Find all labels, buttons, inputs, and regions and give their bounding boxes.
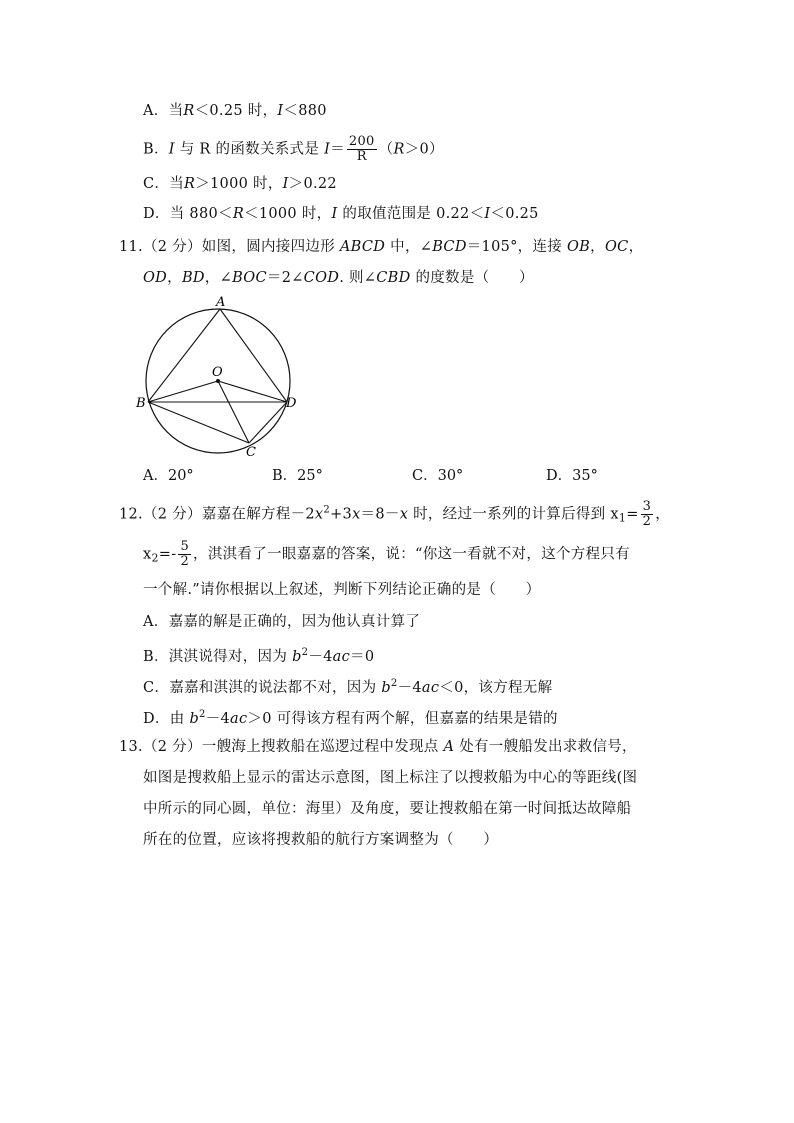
subscript: 1 [618, 511, 627, 525]
q11-stem-line1 [119, 237, 643, 257]
exponent: 2 [301, 647, 309, 658]
label-b: B [136, 396, 146, 411]
quad-abcd: ABCD [339, 239, 386, 255]
var-b: b [381, 680, 391, 696]
option-text: ＝ [330, 141, 345, 158]
stem-text: 中，∠ [385, 239, 433, 255]
denominator: 2 [180, 554, 190, 569]
option-label: B． [143, 141, 169, 158]
q11-option-d: D．35° [546, 468, 598, 484]
var-i: I [324, 141, 331, 158]
var-ac: ac [332, 649, 351, 665]
var-x: x [352, 506, 361, 523]
stem-text: ， [655, 506, 671, 523]
q10-option-d [143, 204, 539, 224]
q11-stem-line2 [143, 268, 534, 288]
seg-cd [249, 402, 287, 443]
option-text: ＜0.25 时， [194, 103, 278, 119]
option-text: －4 [205, 711, 231, 727]
q10-option-a [143, 101, 327, 121]
var-r: R [184, 176, 196, 192]
var-i: I [168, 141, 175, 158]
option-text: ＜0.25 [490, 206, 539, 222]
option-text: D．由 [143, 711, 190, 727]
option-text: 的取值范围是 0.22＜ [337, 206, 485, 222]
var-x: x [314, 506, 324, 523]
subscript: 2 [151, 551, 159, 565]
q13-stem-line4: 所在的位置，应该将搜救船的航行方案调整为（ ） [143, 832, 499, 848]
option-text: ＞0 可得该方程有两个解，但嘉嘉的结果是错的 [247, 711, 558, 727]
fraction-x1 [641, 500, 654, 529]
stem-text: = [626, 506, 639, 523]
seg-ab [148, 309, 220, 402]
var-r: R [183, 103, 195, 119]
stem-text: ＝105°，连接 [466, 239, 567, 255]
var-ac: ac [230, 711, 248, 727]
angle-bcd: BCD [432, 239, 467, 255]
numerator: 3 [642, 499, 652, 514]
var-i: I [277, 103, 284, 119]
var-i: I [331, 206, 338, 222]
seg-od: OD [143, 270, 168, 286]
stem-text: ，淇淇看了一眼嘉嘉的答案，说：“你这一看就不对，这个方程只有 [193, 546, 630, 563]
option-label: D．当 880＜ [143, 206, 233, 222]
option-text: 与 R 的函数关系式是 [174, 141, 325, 158]
numerator: 200 [348, 134, 375, 149]
option-text: －4 [308, 649, 333, 665]
q12-stem-line1 [119, 500, 670, 529]
q12-stem-line2 [143, 540, 630, 569]
q10-option-c [143, 174, 337, 194]
q13-stem-line2: 如图是搜救船上显示的雷达示意图，图上标注了以搜救船为中心的等距线(图 [143, 770, 638, 786]
stem-text: . 则∠ [339, 270, 377, 286]
q11-option-a: A．20° [143, 468, 194, 484]
stem-text: 时，经过一系列的计算后得到 [408, 506, 611, 523]
var-b: b [292, 649, 302, 665]
stem-text: 13.（2 分）一艘海上搜救船在巡逻过程中发现点 [119, 739, 444, 755]
fraction [347, 135, 377, 164]
seg-ob-line [148, 381, 218, 402]
q11-option-b: B．25° [272, 468, 323, 484]
var-x1: x [610, 506, 619, 523]
stem-text: ， [167, 270, 182, 286]
var-x: x [399, 506, 409, 523]
angle-boc: BOC [232, 270, 267, 286]
var-x2: x [143, 546, 152, 563]
option-text: ＝0 [350, 649, 375, 665]
var-r: R [232, 206, 245, 222]
fraction-x2 [178, 540, 191, 569]
var-ac: ac [421, 680, 440, 696]
seg-od-line [218, 381, 287, 402]
option-label: A．当 [143, 103, 184, 119]
angle-cbd: CBD [376, 270, 411, 286]
stem-text: ＝8－ [360, 506, 400, 523]
label-o: O [212, 365, 223, 380]
option-text: ＜1000 时， [244, 206, 332, 222]
var-i: I [282, 176, 289, 192]
exponent: 2 [323, 504, 331, 516]
stem-text: =- [158, 546, 177, 563]
q11-circle-figure [132, 293, 302, 458]
exponent: 2 [390, 678, 398, 689]
option-text: ＜880 [283, 103, 327, 119]
option-text: －4 [397, 680, 422, 696]
stem-text: ＝2∠ [266, 270, 304, 286]
seg-ad [220, 309, 287, 402]
option-text: ＞1000 时， [195, 176, 283, 192]
stem-text: ， [628, 239, 644, 255]
q12-option-a: A．嘉嘉的解是正确的，因为他认真计算了 [143, 614, 421, 630]
q12-stem-line3: 一个解.”请你根据以上叙述，判断下列结论正确的是（ ） [143, 582, 541, 598]
denominator: 2 [642, 514, 652, 529]
stem-text: ， [590, 239, 605, 255]
point-a: A [443, 739, 455, 755]
option-text: B．淇淇说得对，因为 [143, 649, 293, 665]
q11-option-c: C．30° [412, 468, 464, 484]
angle-cod: COD [303, 270, 340, 286]
q10-option-b [143, 135, 444, 164]
denominator: R [356, 149, 367, 164]
stem-text: 的度数是（ ） [410, 270, 534, 286]
label-a: A [216, 295, 226, 310]
option-text: ＞0.22 [288, 176, 337, 192]
option-text: ＞0） [404, 141, 444, 158]
stem-text: 处有一艘船发出求救信号， [454, 739, 637, 755]
option-text: （ [378, 141, 394, 158]
seg-ob: OB [567, 239, 591, 255]
seg-bd: BD [181, 270, 205, 286]
seg-bc [148, 402, 249, 443]
option-text: C．嘉嘉和淇淇的说法都不对，因为 [143, 680, 382, 696]
label-d: D [286, 396, 297, 411]
option-label: C．当 [143, 176, 184, 192]
q12-option-d [143, 705, 558, 729]
stem-text: 12.（2 分）嘉嘉在解方程－2 [119, 506, 315, 523]
seg-oc: OC [604, 239, 629, 255]
var-r: R [393, 141, 405, 158]
exponent: 2 [199, 709, 206, 720]
stem-text: +3 [330, 506, 353, 523]
option-text: ＜0，该方程无解 [439, 680, 553, 696]
seg-oc-line [218, 381, 249, 443]
q13-stem-line3: 中所示的同心圆，单位：海里）及角度，要让搜救船在第一时间抵达故障船 [143, 801, 632, 817]
stem-text: ，∠ [204, 270, 233, 286]
q13-stem-line1 [119, 737, 637, 757]
numerator: 5 [180, 539, 190, 554]
var-i: I [484, 206, 491, 222]
q12-option-c [143, 674, 552, 698]
q12-option-b [143, 643, 374, 667]
label-c: C [246, 445, 256, 458]
stem-text: 11.（2 分）如图，圆内接四边形 [119, 239, 340, 255]
var-b: b [189, 711, 200, 727]
